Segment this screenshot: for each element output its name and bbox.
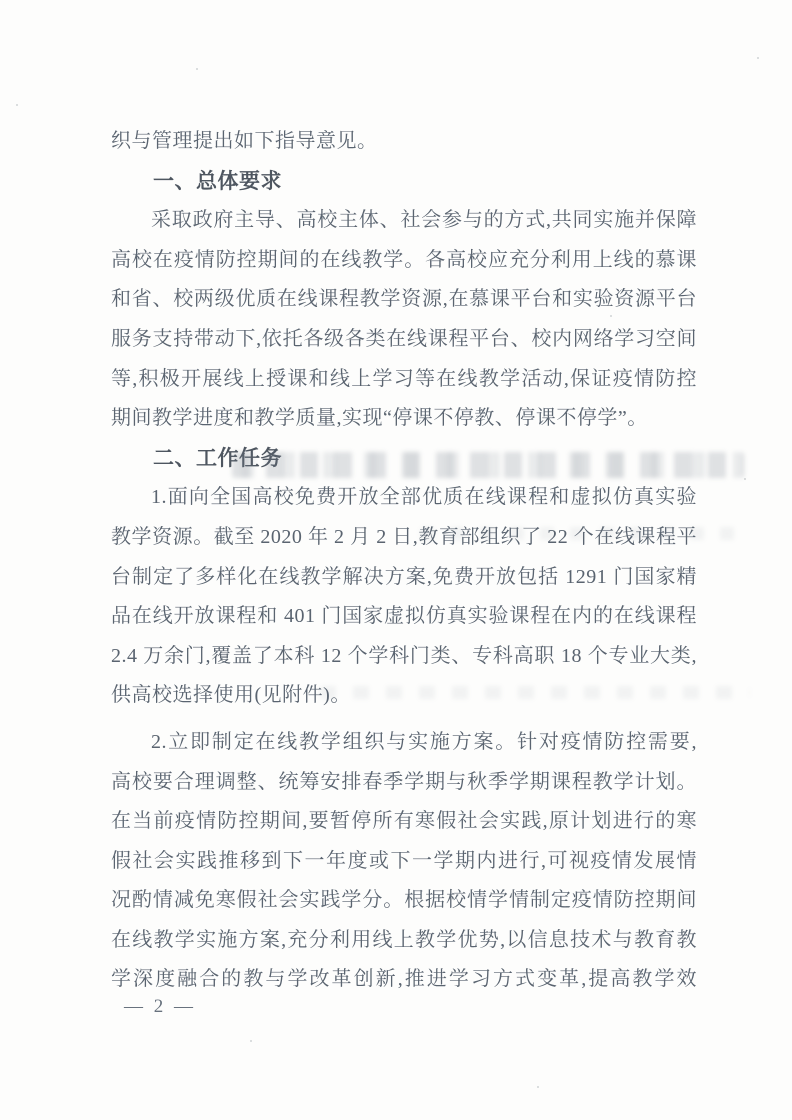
text-line: 服务支持带动下,依托各级各类在线课程平台、校内网络学习空间: [111, 327, 697, 350]
section-heading: 一、总体要求: [153, 169, 282, 193]
scan-speck: [757, 57, 759, 59]
section-heading: 二、工作任务: [153, 446, 282, 470]
text-line: 高校要合理调整、统筹安排春季学期与秋季学期课程教学计划。: [111, 770, 697, 793]
text-line: 学深度融合的教与学改革创新,推进学习方式变革,提高教学效: [111, 968, 697, 991]
text-line: 2.4 万余门,覆盖了本科 12 个学科门类、专科高职 18 个专业大类,: [111, 644, 697, 667]
text-line: 台制定了多样化在线教学解决方案,免费开放包括 1291 门国家精: [111, 565, 697, 588]
text-line: 况酌情减免寒假社会实践学分。根据校情学情制定疫情防控期间: [111, 889, 697, 912]
text-line: 1.面向全国高校免费开放全部优质在线课程和虚拟仿真实验: [151, 486, 697, 509]
text-line: 品在线开放课程和 401 门国家虚拟仿真实验课程在内的在线课程: [111, 605, 697, 628]
text-line: 2.立即制定在线教学组织与实施方案。针对疫情防控需要,: [151, 730, 697, 753]
text-line: 和省、校两级优质在线课程教学资源,在慕课平台和实验资源平台: [111, 288, 697, 311]
text-line: 教学资源。截至 2020 年 2 月 2 日,教育部组织了 22 个在线课程平: [111, 525, 697, 548]
text-line: 织与管理提出如下指导意见。: [111, 130, 378, 152]
text-line: 供高校选择使用(见附件)。: [111, 684, 351, 707]
text-line: 在线教学实施方案,充分利用线上教学优势,以信息技术与教育教: [111, 928, 697, 951]
scan-speck: [537, 1086, 539, 1088]
text-line: 期间教学进度和教学质量,实现“停课不停教、停课不停学”。: [111, 407, 648, 430]
text-line: 等,积极开展线上授课和线上学习等在线教学活动,保证疫情防控: [111, 367, 697, 390]
scan-speck: [16, 104, 18, 106]
text-line: 在当前疫情防控期间,要暂停所有寒假社会实践,原计划进行的寒: [111, 810, 697, 833]
scan-speck: [196, 68, 198, 70]
text-line: 高校在疫情防控期间的在线教学。各高校应充分利用上线的慕课: [111, 248, 697, 271]
text-line: 采取政府主导、高校主体、社会参与的方式,共同实施并保障: [151, 209, 697, 232]
scan-speck: [744, 478, 746, 480]
page-number: — 2 —: [124, 996, 196, 1017]
document-body: [111, 122, 697, 1000]
scan-speck: [250, 1040, 252, 1042]
text-line: 假社会实践推移到下一年度或下一学期内进行,可视疫情发展情: [111, 849, 697, 872]
